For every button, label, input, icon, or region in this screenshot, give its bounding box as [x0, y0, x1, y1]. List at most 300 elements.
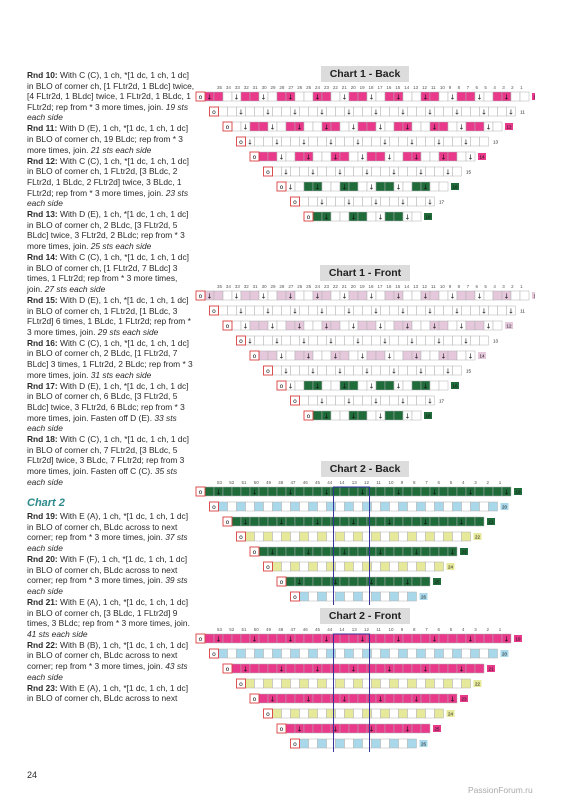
round-text: With C (C), 1 ch, *[1 dc, 1 ch, 1 dc] in BLO of corner ch, [1 FLtr2d, 7 BLdc] 3 times, 1 FLtr2d; rep from * 3 more times, join. [27, 252, 189, 294]
arrow-icon: ↓ [508, 307, 514, 316]
header-number: 6 [475, 85, 479, 90]
stitch-cell [264, 336, 273, 345]
arrow-icon: ↓ [377, 322, 384, 331]
stitch-cell [322, 182, 331, 191]
arrow-icon: ↓ [305, 548, 312, 557]
stitch-cell [363, 649, 372, 658]
stitch-cell [322, 517, 331, 526]
stitch-cell [462, 107, 471, 116]
stitch-cell [403, 487, 412, 496]
stitch-cell [232, 321, 241, 330]
header-number: 5 [484, 284, 487, 289]
arrow-icon: ↓ [422, 665, 429, 674]
stitch-cell [304, 577, 313, 586]
ring-icon: o [252, 696, 257, 703]
stitch-cell [367, 694, 376, 703]
stitch-cell [403, 547, 412, 556]
arrow-icon: ↓ [269, 322, 276, 331]
stitch-cell [354, 306, 363, 315]
arrow-icon: ↓ [485, 123, 492, 132]
stitch-cell [394, 547, 403, 556]
stitch-cell [439, 694, 448, 703]
header-number: 6 [437, 627, 441, 632]
arrow-icon: ↓ [350, 665, 357, 674]
stitch-cell [520, 291, 529, 300]
stitch-cell [291, 167, 300, 176]
ring-icon: o [252, 549, 257, 556]
stitch-cell [327, 197, 336, 206]
stitch-cell [372, 502, 381, 511]
arrow-icon: ↓ [287, 488, 294, 497]
stitch-cell [241, 291, 250, 300]
stitch-cell [381, 709, 390, 718]
arrow-icon: ↓ [233, 93, 240, 102]
stitch-cell [498, 107, 507, 116]
stitch-cell [349, 634, 358, 643]
stitch-cell [241, 487, 250, 496]
stitch-cell [511, 92, 520, 101]
stitch-cell [327, 366, 336, 375]
stitch-cell [273, 167, 282, 176]
header-number: 35 [217, 284, 223, 289]
arrow-icon: ↓ [238, 108, 244, 117]
stitch-cell [390, 306, 399, 315]
stitch-cell [354, 532, 363, 541]
chart-2-front [195, 622, 535, 752]
stitch-cell [304, 487, 313, 496]
arrow-icon: ↓ [305, 352, 312, 361]
arrow-icon: ↓ [359, 153, 366, 162]
stitch-cell [367, 321, 376, 330]
arrow-icon: ↓ [242, 518, 249, 527]
stitch-cell [439, 664, 448, 673]
stitch-cell [390, 336, 399, 345]
stitch-cell [385, 92, 394, 101]
stitch-cell [394, 724, 403, 733]
header-number: 51 [241, 627, 247, 632]
stitch-cell [304, 291, 313, 300]
stitch-cell [399, 502, 408, 511]
stitch-cell [426, 649, 435, 658]
stitch-cell [363, 336, 372, 345]
chart-header [217, 480, 502, 485]
round-text: With E (A), 1 ch, *[1 dc, 1 ch, 1 dc] in BLO of corner ch, BLdc across to next corner; rep from * 3 more times, join. [27, 511, 189, 543]
arrow-icon: ↓ [503, 292, 510, 301]
arrow-icon: ↓ [436, 138, 442, 147]
arrow-icon: ↓ [283, 168, 289, 177]
stitch-cell [475, 321, 484, 330]
stitch-cell [412, 487, 421, 496]
row-number: 14 [479, 154, 485, 160]
header-number: 8 [413, 627, 416, 632]
stitch-cell [214, 291, 223, 300]
stitch-cell [331, 517, 340, 526]
header-number: 20 [350, 284, 356, 289]
stitch-count: 35 sts each side [27, 465, 178, 487]
stitch-cell [313, 122, 322, 131]
stitch-cell [219, 502, 228, 511]
stitch-cell [304, 634, 313, 643]
header-number: 35 [217, 85, 223, 90]
stitch-cell [426, 532, 435, 541]
stitch-cell [412, 321, 421, 330]
ring-icon: o [306, 413, 311, 420]
stitch-cell [304, 92, 313, 101]
arrow-icon: ↓ [413, 352, 420, 361]
header-number: 47 [290, 480, 296, 485]
stitch-cell [250, 92, 259, 101]
stitch-cell [313, 577, 322, 586]
arrow-icon: ↓ [458, 665, 465, 674]
stitch-cell [313, 724, 322, 733]
arrow-icon: ↓ [292, 307, 298, 316]
stitch-cell [421, 694, 430, 703]
stitch-cell [291, 532, 300, 541]
ring-icon: o [198, 293, 203, 300]
stitch-cell [430, 517, 439, 526]
stitch-cell [439, 182, 448, 191]
header-number: 52 [229, 627, 235, 632]
round-label: Rnd 11: [27, 123, 58, 134]
arrow-icon: ↓ [341, 183, 348, 192]
arrow-icon: ↓ [458, 123, 465, 132]
stitch-cell [277, 321, 286, 330]
stitch-cell [250, 321, 259, 330]
arrow-icon: ↓ [233, 292, 240, 301]
stitch-cell [376, 664, 385, 673]
stitch-cell [358, 577, 367, 586]
stitch-cell [327, 532, 336, 541]
arrow-icon: ↓ [422, 292, 429, 301]
stitch-cell [358, 694, 367, 703]
header-number: 18 [368, 85, 374, 90]
stitch-cell [291, 679, 300, 688]
arrow-icon: ↓ [404, 578, 411, 587]
arrow-icon: ↓ [364, 367, 370, 376]
ring-icon: o [252, 154, 257, 161]
stitch-cell [340, 351, 349, 360]
chart-row [264, 366, 473, 376]
stitch-cell [354, 167, 363, 176]
stitch-count: 19 sts each side [27, 101, 189, 123]
round-instruction [27, 597, 195, 639]
arrow-icon: ↓ [391, 367, 397, 376]
arrow-icon: ↓ [287, 183, 294, 192]
stitch-cell [277, 634, 286, 643]
arrow-icon: ↓ [373, 307, 379, 316]
stitch-cell [354, 107, 363, 116]
stitch-cell [354, 649, 363, 658]
stitch-cell [390, 739, 399, 748]
stitch-cell [354, 739, 363, 748]
stitch-cell [345, 137, 354, 146]
ring-icon: o [266, 368, 270, 375]
header-number: 10 [439, 284, 445, 289]
arrow-icon: ↓ [350, 518, 357, 527]
stitch-cell [363, 197, 372, 206]
round-instruction [27, 554, 195, 596]
stitch-cell [309, 679, 318, 688]
stitch-cell [462, 306, 471, 315]
stitch-cell [331, 381, 340, 390]
header-number: 45 [315, 627, 321, 632]
stitch-cell [327, 167, 336, 176]
chart-row [196, 291, 535, 301]
ring-icon: o [239, 338, 243, 345]
arrow-icon: ↓ [355, 337, 361, 346]
header-number: 4 [462, 480, 465, 485]
header-number: 12 [422, 284, 428, 289]
stitch-cell [273, 532, 282, 541]
stitch-cell [376, 517, 385, 526]
arrow-icon: ↓ [404, 412, 411, 421]
stitch-cell [300, 396, 309, 405]
header-number: 11 [376, 480, 381, 485]
arrow-icon: ↓ [323, 322, 330, 331]
stitch-cell [313, 152, 322, 161]
stitch-cell [349, 381, 358, 390]
stitch-cell [372, 336, 381, 345]
arrow-icon: ↓ [404, 322, 411, 331]
arrow-icon: ↓ [395, 635, 402, 644]
ring-icon: o [198, 636, 203, 643]
stitch-cell [286, 694, 295, 703]
stitch-cell [354, 366, 363, 375]
round-instruction [27, 209, 195, 251]
stitch-cell [385, 411, 394, 420]
stitch-cell [426, 336, 435, 345]
header-number: 11 [430, 85, 436, 90]
stitch-cell [417, 396, 426, 405]
row-number: 18 [425, 413, 431, 419]
arrow-icon: ↓ [278, 352, 285, 361]
stitch-cell [363, 532, 372, 541]
round-text: With E (A), 1 ch, *[1 dc, 1 ch, 1 dc] in BLO of corner ch, BLdc across to next [27, 682, 189, 704]
arrow-icon: ↓ [409, 138, 415, 147]
arrow-icon: ↓ [404, 213, 411, 222]
header-number: 18 [368, 284, 374, 289]
header-number: 16 [386, 85, 392, 90]
chart-row [277, 577, 441, 587]
stitch-cell [291, 649, 300, 658]
header-number: 20 [350, 85, 356, 90]
stitch-cell [439, 547, 448, 556]
arrow-icon: ↓ [332, 578, 339, 587]
arrow-icon: ↓ [427, 397, 433, 406]
arrow-icon: ↓ [265, 307, 271, 316]
header-number: 1 [520, 85, 523, 90]
stitch-cell [304, 517, 313, 526]
arrow-icon: ↓ [404, 123, 411, 132]
stitch-cell [417, 679, 426, 688]
stitch-cell [435, 649, 444, 658]
arrow-icon: ↓ [467, 352, 474, 361]
header-number: 13 [351, 627, 357, 632]
header-number: 13 [351, 480, 357, 485]
chart-row [210, 107, 527, 117]
arrow-icon: ↓ [215, 635, 222, 644]
stitch-cell [232, 517, 241, 526]
stitch-cell [358, 321, 367, 330]
stitch-cell [223, 634, 232, 643]
stitch-cell [367, 634, 376, 643]
header-number: 2 [511, 85, 514, 90]
header-number: 23 [323, 284, 329, 289]
header-number: 5 [484, 85, 487, 90]
round-label: Rnd 16: [27, 337, 58, 348]
arrow-icon: ↓ [274, 138, 280, 147]
row-number: 15 [465, 368, 472, 374]
stitch-cell [372, 739, 381, 748]
arrow-icon: ↓ [278, 518, 285, 527]
stitch-cell [376, 381, 385, 390]
arrow-icon: ↓ [310, 168, 316, 177]
header-number: 11 [430, 284, 436, 289]
stitch-cell [367, 547, 376, 556]
header-number: 24 [315, 85, 321, 90]
header-number: 10 [388, 480, 394, 485]
stitch-cell [336, 137, 345, 146]
header-number: 46 [302, 627, 308, 632]
stitch-cell [273, 709, 282, 718]
round-label: Rnd 12: [27, 155, 58, 166]
stitch-cell [412, 517, 421, 526]
arrow-icon: ↓ [319, 307, 325, 316]
stitch-cell [457, 92, 466, 101]
row-number: 20 [501, 504, 508, 510]
row-number: 17 [438, 199, 445, 205]
header-number: 29 [270, 85, 276, 90]
arrow-icon: ↓ [319, 108, 325, 117]
stitch-cell [295, 517, 304, 526]
stitch-cell [354, 502, 363, 511]
stitch-cell [358, 664, 367, 673]
stitch-cell [327, 649, 336, 658]
arrow-icon: ↓ [265, 108, 271, 117]
arrow-icon: ↓ [458, 322, 465, 331]
arrow-icon: ↓ [278, 665, 285, 674]
arrow-icon: ↓ [386, 665, 393, 674]
stitch-cell [430, 291, 439, 300]
stitch-cell [462, 532, 471, 541]
stitch-cell [390, 197, 399, 206]
row-number: 13 [492, 139, 499, 145]
row-number: 26 [420, 741, 427, 747]
stitch-cell [471, 137, 480, 146]
stitch-cell [313, 351, 322, 360]
chart-row [264, 562, 455, 571]
arrow-icon: ↓ [305, 695, 312, 704]
stitch-count: 37 sts each side [27, 532, 188, 553]
arrow-icon: ↓ [206, 292, 213, 301]
stitch-cell [318, 739, 327, 748]
row-number: 23 [461, 549, 467, 555]
row-number: 19 [515, 489, 521, 495]
header-number: 21 [341, 85, 347, 90]
stitch-cell [318, 167, 327, 176]
stitch-cell [228, 649, 237, 658]
header-number: 30 [261, 284, 267, 289]
stitch-cell [313, 634, 322, 643]
stitch-cell [327, 592, 336, 601]
arrow-icon: ↓ [458, 518, 465, 527]
stitch-cell [462, 649, 471, 658]
arrow-icon: ↓ [332, 153, 339, 162]
stitch-cell [331, 321, 340, 330]
stitch-cell [462, 679, 471, 688]
stitch-cell [399, 532, 408, 541]
stitch-cell [291, 709, 300, 718]
stitch-cell [390, 562, 399, 571]
header-number: 9 [448, 85, 452, 90]
ring-icon: o [266, 564, 270, 571]
stitch-cell [372, 562, 381, 571]
stitch-cell [399, 336, 408, 345]
stitch-cell [228, 107, 237, 116]
header-number: 32 [243, 284, 249, 289]
arrow-icon: ↓ [368, 578, 375, 587]
arrow-icon: ↓ [476, 292, 483, 301]
stitch-count: 39 sts each side [27, 575, 188, 596]
stitch-cell [259, 152, 268, 161]
stitch-cell [259, 694, 268, 703]
ring-icon: o [212, 651, 216, 658]
stitch-cell [300, 107, 309, 116]
arrow-icon: ↓ [269, 123, 276, 132]
stitch-cell [381, 532, 390, 541]
row-number: 19 [515, 636, 521, 642]
stitch-cell [390, 107, 399, 116]
chart-row [196, 634, 522, 644]
stitch-cell [475, 664, 484, 673]
stitch-cell [484, 634, 493, 643]
stitch-cell [282, 137, 291, 146]
arrow-icon: ↓ [287, 382, 294, 391]
arrow-icon: ↓ [431, 635, 438, 644]
stitch-cell [381, 679, 390, 688]
header-number: 14 [404, 284, 410, 289]
arrow-icon: ↓ [449, 93, 456, 102]
stitch-cell [349, 547, 358, 556]
stitch-cell [372, 709, 381, 718]
stitch-cell [345, 679, 354, 688]
stitch-cell [408, 592, 417, 601]
chart-row [250, 547, 468, 557]
ring-icon: o [279, 579, 284, 586]
stitch-cell [349, 92, 358, 101]
header-number: 13 [413, 85, 419, 90]
stitch-cell [304, 381, 313, 390]
stitch-cell [417, 709, 426, 718]
stitch-cell [417, 107, 426, 116]
header-number: 7 [425, 480, 428, 485]
arrow-icon: ↓ [445, 168, 451, 177]
arrow-icon: ↓ [503, 93, 510, 102]
arrow-icon: ↓ [373, 397, 379, 406]
stitch-cell [412, 577, 421, 586]
stitch-cell [291, 137, 300, 146]
stitch-cell [367, 487, 376, 496]
stitch-cell [205, 634, 214, 643]
header-number: 8 [457, 85, 461, 90]
stitch-cell [381, 562, 390, 571]
header-number: 16 [386, 284, 392, 289]
stitch-cell [435, 502, 444, 511]
header-number: 4 [462, 627, 465, 632]
arrow-icon: ↓ [476, 93, 483, 102]
arrow-icon: ↓ [467, 635, 474, 644]
stitch-cell [403, 664, 412, 673]
